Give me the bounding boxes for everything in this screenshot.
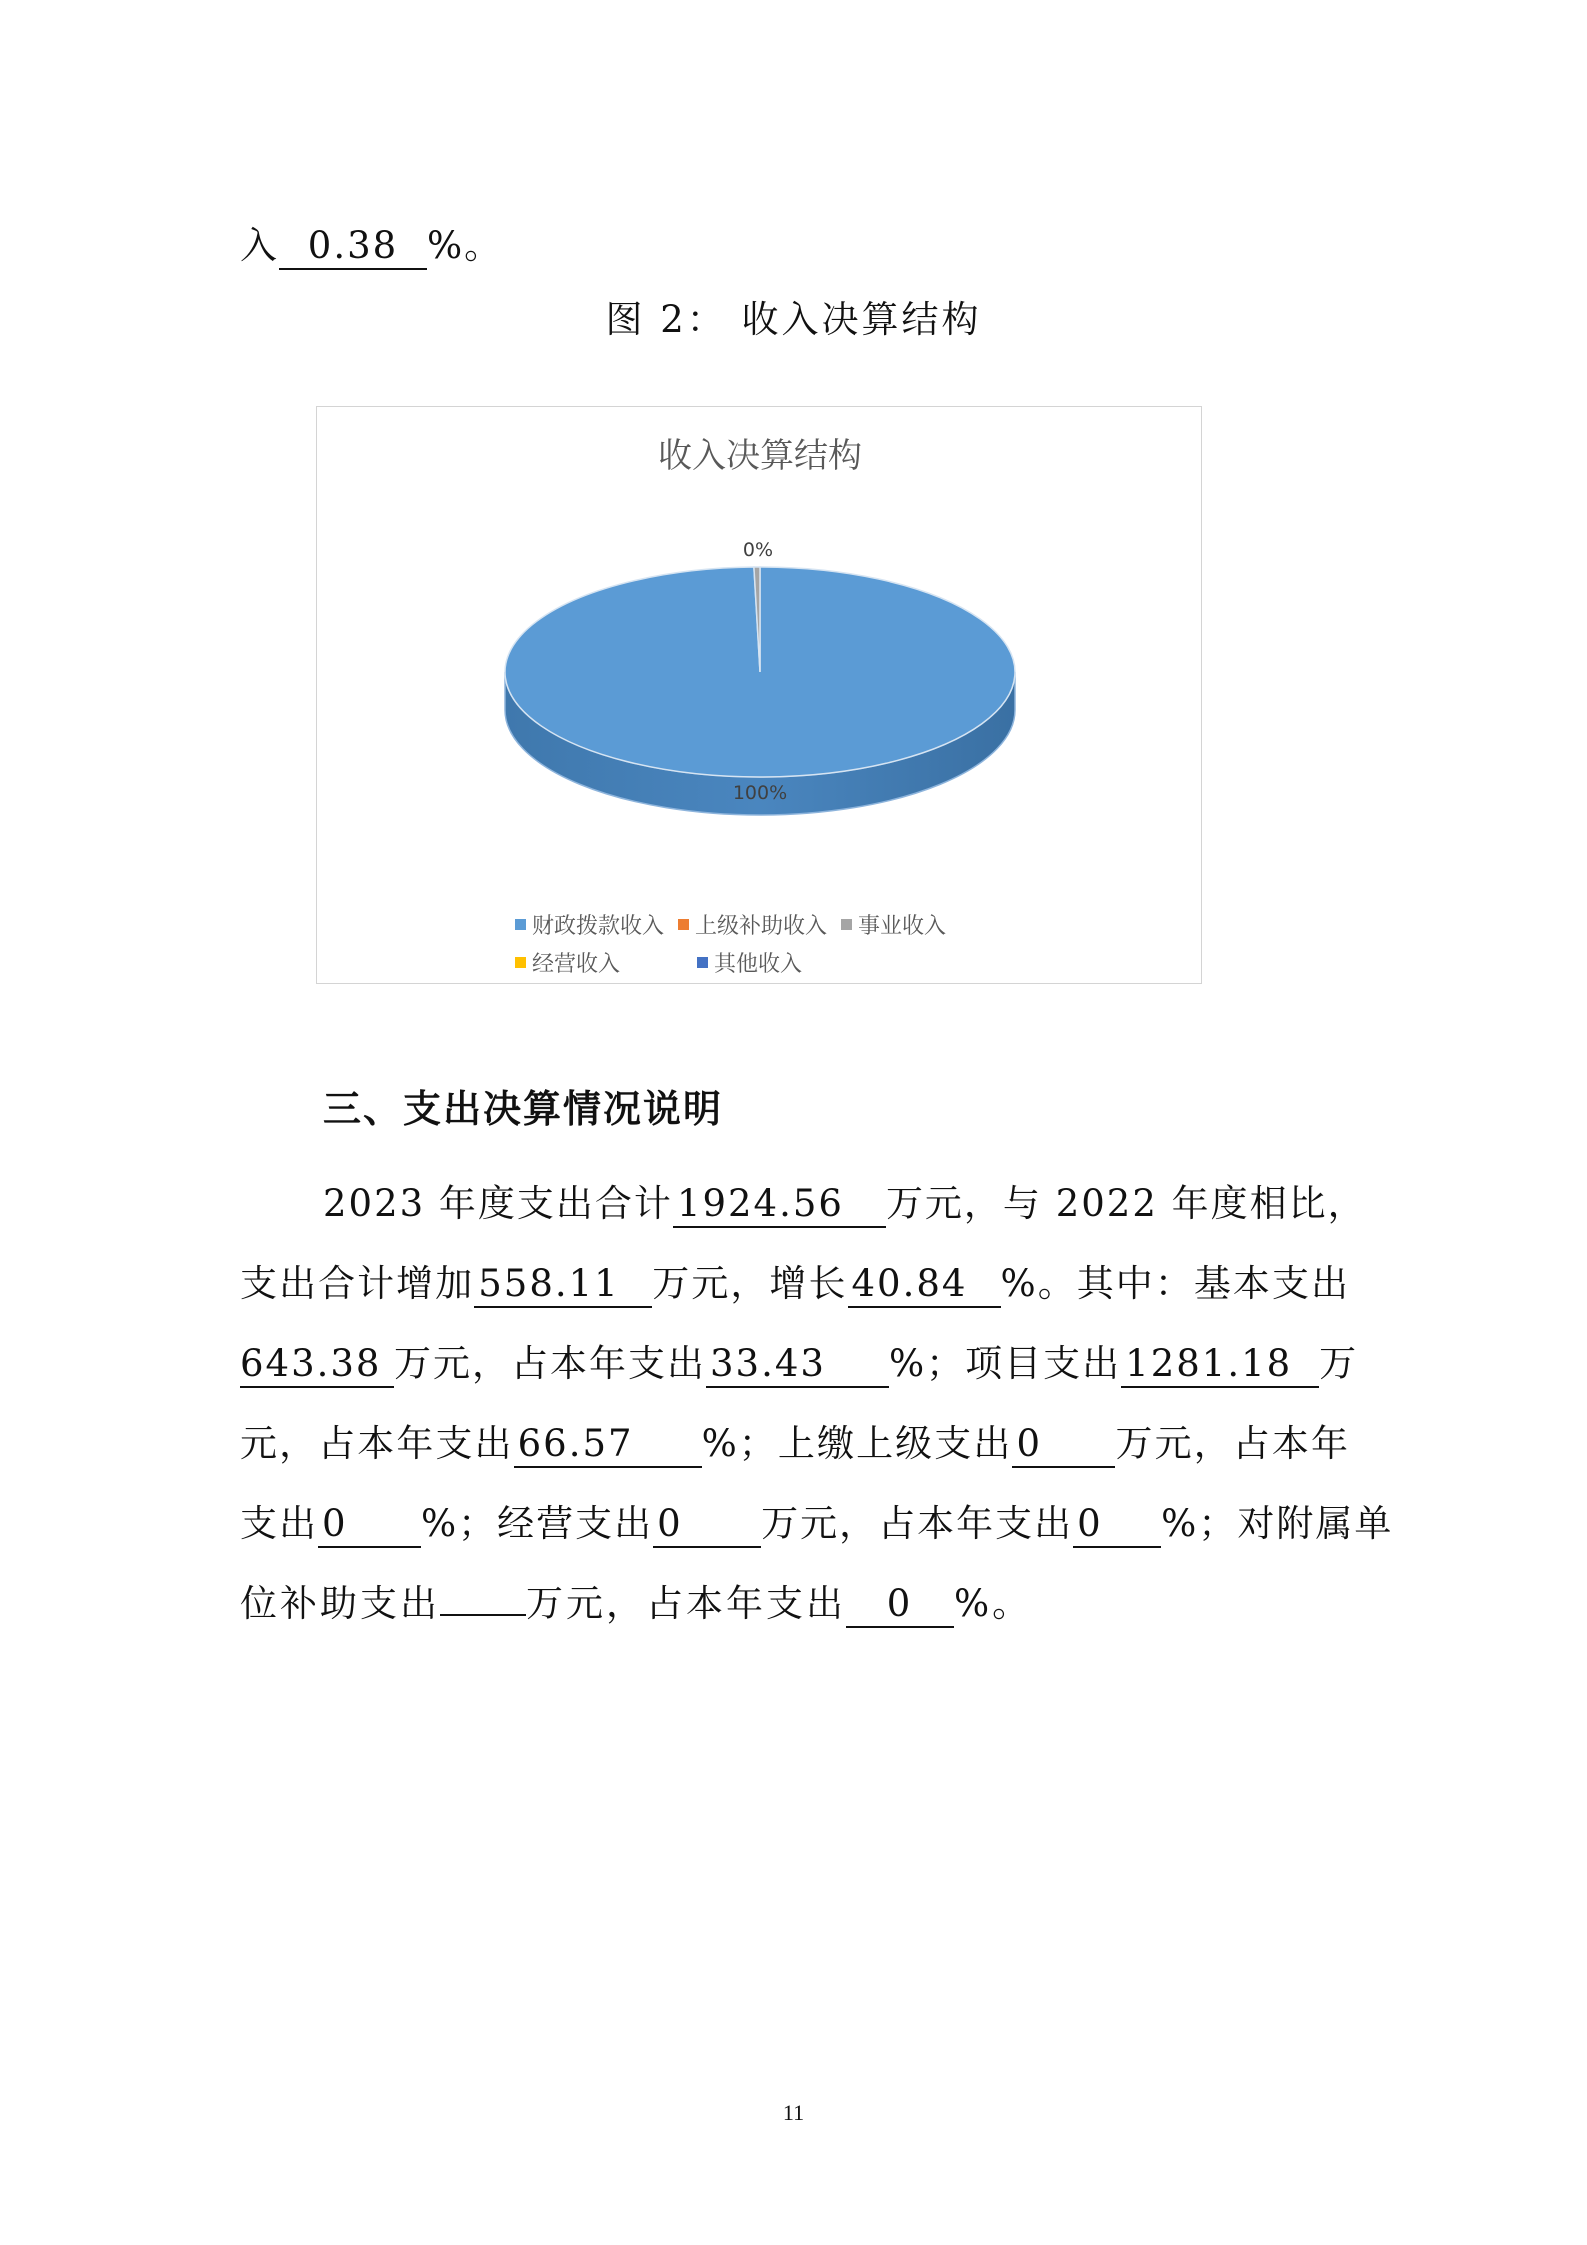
legend-swatch <box>678 919 689 930</box>
text-span: %；上缴上级支出 <box>701 1422 1013 1465</box>
legend-item-1 <box>515 905 664 943</box>
value-operating-expense: 0 <box>653 1502 761 1548</box>
section-heading: 三、支出决算情况说明 <box>323 1087 724 1131</box>
text-span: %；项目支出 <box>889 1342 1122 1385</box>
continuation-suffix: %。 <box>427 224 504 267</box>
legend-label: 经营收入 <box>532 951 621 977</box>
legend-label: 其他收入 <box>714 951 803 977</box>
income-pie-chart <box>316 406 1202 984</box>
text-span: 万元，占本年支出 <box>394 1342 706 1385</box>
text-span: %；对附属单 <box>1161 1502 1394 1545</box>
text-span: %；经营支出 <box>421 1502 654 1545</box>
paragraph-line-5 <box>240 1500 1394 1548</box>
chart-title: 收入决算结构 <box>658 436 862 476</box>
paragraph-line-4 <box>240 1420 1350 1468</box>
value-total-expense: 1924.56 <box>673 1182 886 1228</box>
pie-chart-svg <box>317 407 1203 985</box>
continuation-prefix: 入 <box>240 224 279 267</box>
pie-data-label-3: 0% <box>742 539 774 561</box>
paragraph-line-2 <box>240 1260 1350 1308</box>
chart-legend <box>515 905 1075 981</box>
text-span: 支出 <box>240 1502 318 1545</box>
legend-row <box>515 943 1075 981</box>
text-span: 万元，增长 <box>652 1262 848 1305</box>
legend-row <box>515 905 1075 943</box>
pie-group <box>505 539 1015 815</box>
text-span: 位补助支出 <box>240 1582 440 1625</box>
continuation-value: 0.38 <box>279 224 427 270</box>
value-operating-share: 0 <box>1073 1502 1161 1548</box>
value-project-expense: 1281.18 <box>1121 1342 1319 1388</box>
legend-label: 财政拨款收入 <box>532 913 665 939</box>
legend-item-5 <box>697 943 802 981</box>
value-increase: 558.11 <box>474 1262 652 1308</box>
value-growth-rate: 40.84 <box>848 1262 1001 1308</box>
text-span: 万 <box>1319 1342 1359 1385</box>
value-project-share: 66.57 <box>514 1422 702 1468</box>
pie-data-label-1: 100% <box>732 782 788 804</box>
legend-item-4 <box>515 943 683 981</box>
text-span: 元，占本年支出 <box>240 1422 514 1465</box>
text-span: 2023 年度支出合计 <box>323 1182 673 1225</box>
text-span: 万元，占本年支出 <box>526 1582 846 1625</box>
paragraph-line-3 <box>240 1340 1359 1388</box>
legend-swatch <box>697 957 708 968</box>
text-span: %。 <box>954 1582 1033 1625</box>
legend-label: 上级补助收入 <box>695 913 828 939</box>
paragraph-line-1 <box>323 1180 1367 1228</box>
value-subsidiary-expense <box>440 1614 526 1616</box>
continuation-line <box>240 222 1350 270</box>
legend-swatch <box>841 919 852 930</box>
page-number: 11 <box>782 2100 805 2125</box>
value-subsidiary-share: 0 <box>846 1582 954 1628</box>
text-span: 支出合计增加 <box>240 1262 475 1305</box>
value-upper-payment: 0 <box>1012 1422 1115 1468</box>
text-span: 万元，与 2022 年度相比， <box>885 1182 1367 1225</box>
legend-swatch <box>515 957 526 968</box>
value-basic-expense: 643.38 <box>240 1342 394 1388</box>
text-span: 万元，占本年支出 <box>761 1502 1074 1545</box>
paragraph-line-6 <box>240 1580 1350 1628</box>
value-upper-share: 0 <box>318 1502 421 1548</box>
legend-label: 事业收入 <box>858 913 947 939</box>
text-span: 万元，占本年 <box>1115 1422 1350 1465</box>
legend-item-2 <box>678 905 827 943</box>
figure-caption: 图 2： 收入决算结构 <box>605 298 982 341</box>
text-span: %。其中：基本支出 <box>1000 1262 1350 1305</box>
legend-swatch <box>515 919 526 930</box>
value-basic-share: 33.43 <box>706 1342 889 1388</box>
legend-item-3 <box>841 905 946 943</box>
